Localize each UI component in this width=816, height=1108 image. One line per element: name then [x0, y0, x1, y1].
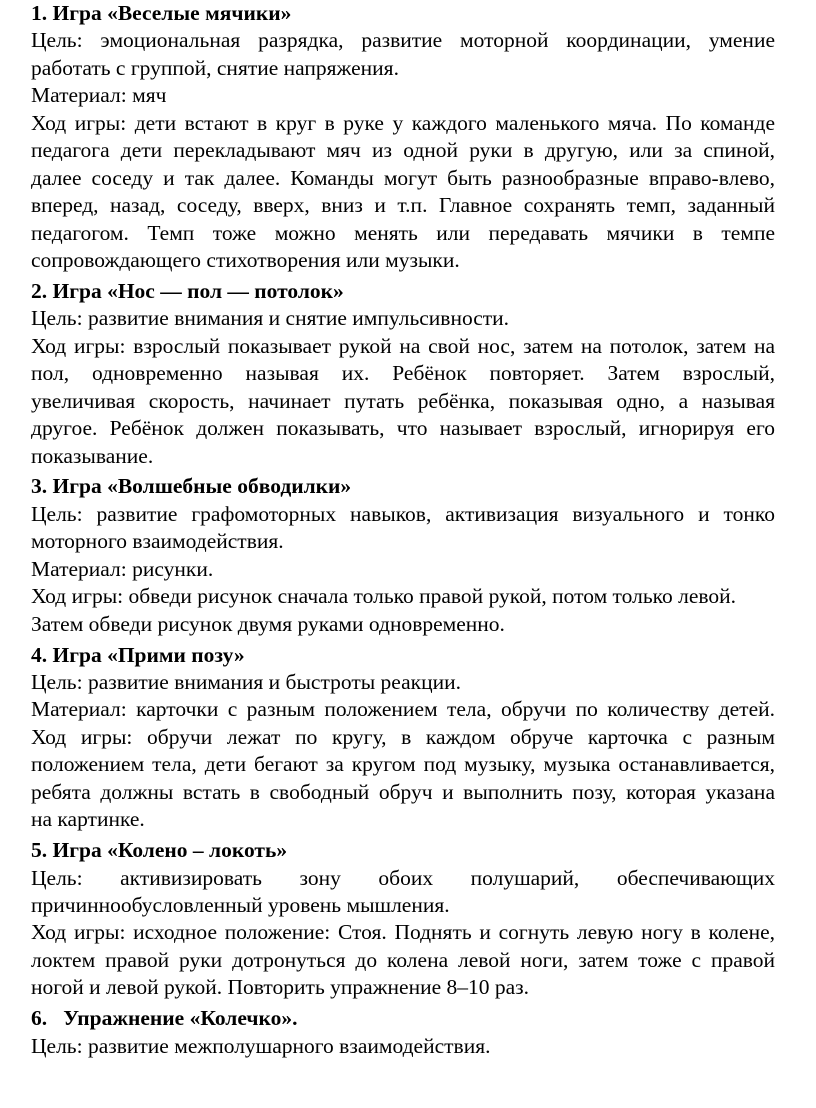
text-line: Цель: развитие графомоторных навыков, активизация визуального и тонко	[31, 501, 775, 526]
text-line: Ход игры: обручи лежат по кругу, в каждом обруче карточка с разным	[31, 724, 775, 749]
text-line: Цель: активизировать зону обоих полушарий, обеспечивающих	[31, 865, 775, 890]
text-line: Цель: эмоциональная разрядка, развитие моторной координации, умение	[31, 28, 775, 53]
section-heading: 2. Игра «Нос — пол — потолок»	[31, 278, 344, 303]
text-line: далее соседу и так далее. Команды могут быть разнообразные вправо-влево,	[31, 165, 775, 190]
text-line: Ход игры: дети встают в круг в руке у каждого маленького мяча. По команде	[31, 110, 775, 135]
text-line: Материал: карточки с разным положением тела, обручи по количеству детей.	[31, 697, 775, 722]
text-line: положением тела, дети бегают за кругом под музыку, музыка останавливается,	[31, 752, 775, 777]
text-line: педагога дети перекладывают мяч из одной руки в другую, или за спиной,	[31, 138, 775, 163]
text-line: другое. Ребёнок должен показывать, что называет взрослый, игнорируя его	[31, 416, 775, 441]
text-line: сопровождающего стихотворения или музыки.	[31, 247, 460, 272]
text-line: Цель: развитие внимания и быстроты реакции.	[31, 670, 461, 694]
document-page	[31, 0, 775, 1060]
section-heading: 4. Игра «Прими позу»	[31, 642, 245, 667]
text-line: Ход игры: исходное положение: Стоя. Поднять и согнуть левую ногу в колене,	[31, 920, 775, 945]
text-line: Затем обведи рисунок двумя руками одновременно.	[31, 611, 505, 636]
text-line: ногой и левой рукой. Повторить упражнение 8–10 раз.	[31, 975, 530, 1000]
text-line: Ход игры: обведи рисунок сначала только правой рукой, потом только левой.	[31, 584, 737, 609]
text-line: Материал: рисунки.	[31, 556, 214, 581]
text-line: причиннообусловленный уровень мышления.	[31, 893, 450, 917]
text-line: показывание.	[31, 443, 154, 468]
text-line: работать с группой, снятие напряжения.	[31, 55, 399, 80]
section-heading: 6. Упражнение «Колечко».	[31, 1006, 298, 1031]
text-line: пол, одновременно называя их. Ребёнок повторяет. Затем взрослый,	[31, 361, 775, 386]
text-line: Ход игры: взрослый показывает рукой на свой нос, затем на потолок, затем на	[31, 333, 775, 358]
text-line: локтем правой руки дотронуться до колена левой ноги, затем тоже с правой	[31, 947, 775, 972]
text-line: ребята должны встать в свободный обруч и выполнить позу, которая указана	[31, 779, 775, 804]
text-line: Цель: развитие межполушарного взаимодействия.	[31, 1033, 491, 1058]
section-heading: 5. Игра «Колено – локоть»	[31, 838, 288, 863]
text-line: педагогом. Темп тоже можно менять или передавать мячики в темпе	[31, 220, 775, 245]
text-line: Материал: мяч	[31, 83, 167, 108]
text-line: увеличивая скорость, начинает путать ребёнка, показывая одно, а называя	[31, 388, 775, 413]
section-heading: 1. Игра «Веселые мячики»	[31, 1, 292, 25]
text-line: на картинке.	[31, 807, 145, 832]
section-heading: 3. Игра «Волшебные обводилки»	[31, 474, 352, 499]
text-line: моторного взаимодействия.	[31, 529, 284, 554]
text-line: вперед, назад, соседу, вверх, вниз и т.п. Главное сохранять темп, заданный	[31, 193, 775, 218]
text-line: Цель: развитие внимания и снятие импульсивности.	[31, 306, 510, 331]
